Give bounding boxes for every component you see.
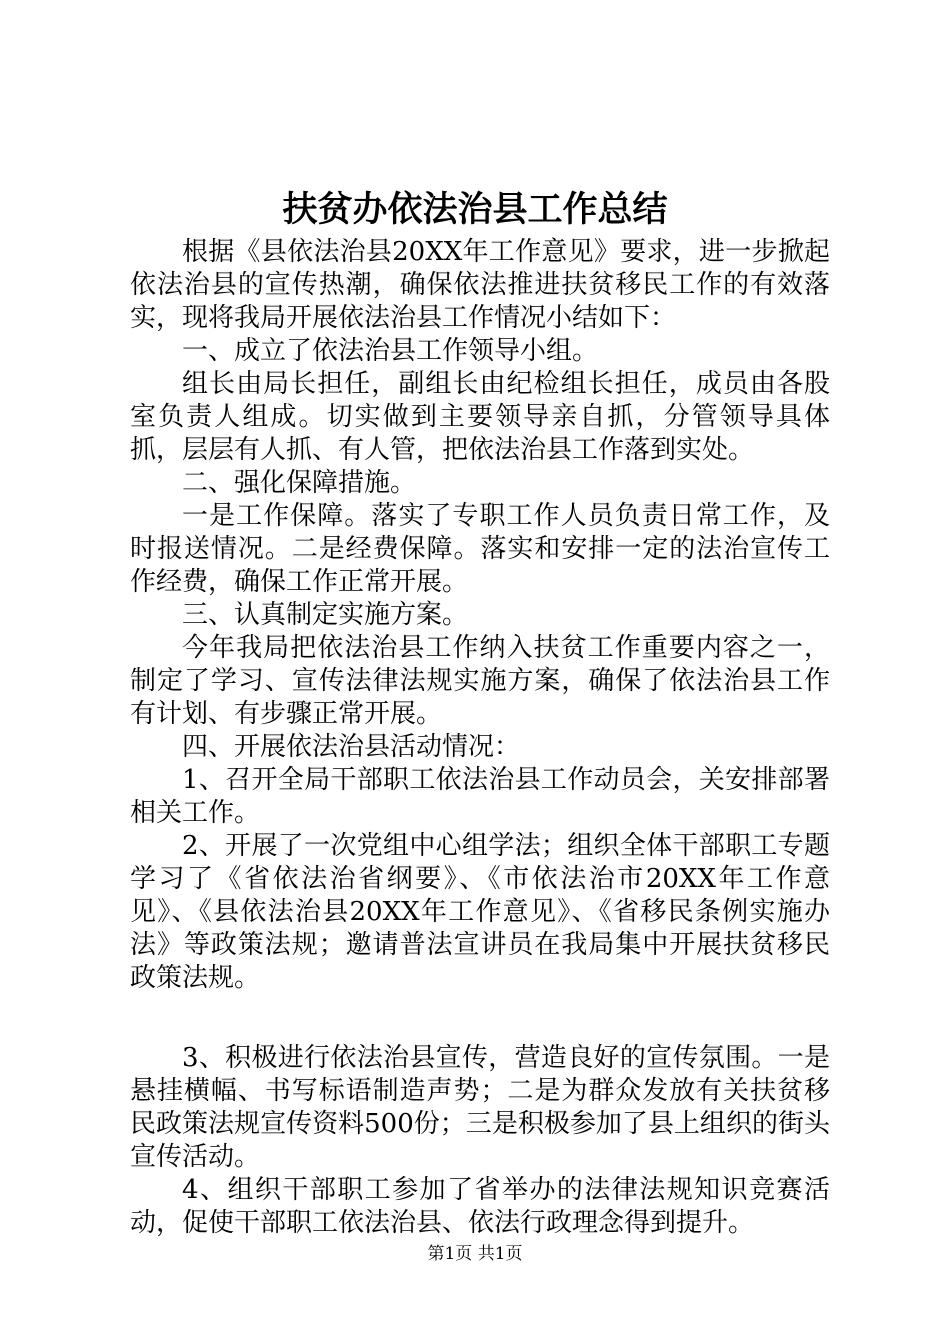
- activity-item-1: 1、召开全局干部职工依法治县工作动员会，关安排部署相关工作。: [130, 765, 830, 828]
- page-number: 第1页: [427, 1244, 473, 1264]
- document-body: [130, 236, 830, 1240]
- page-footer: [0, 1242, 950, 1266]
- activity-item-4: 4、组织干部职工参加了省举办的法律法规知识竞赛活动，促使干部职工依法治县、依法行政理念得到提升。: [130, 1175, 830, 1238]
- document-title: 扶贫办依法治县工作总结: [282, 189, 668, 230]
- section-2-paragraph: 一是工作保障。落实了专职工作人员负责日常工作，及时报送情况。二是经费保障。落实和安排一定的法治宣传工作经费，确保工作正常开展。: [130, 501, 830, 597]
- section-heading-1: 一、成立了依法治县工作领导小组。: [182, 336, 599, 366]
- page-total: 共1页: [477, 1244, 523, 1264]
- activity-item-2: 2、开展了一次党组中心组学法；组织全体干部职工专题学习了《省依法治省纲要》、《市依法治市20XX年工作意见》、《县依法治县20XX年工作意见》、《省移民条例实施办法》等政策法规；邀请普法宣讲员在我局集中开展扶贫移民政策法规。: [130, 831, 830, 993]
- section-heading-4: 四、开展依法治县活动情况：: [182, 732, 521, 762]
- section-3-paragraph: 今年我局把依法治县工作纳入扶贫工作重要内容之一，制定了学习、宣传法律法规实施方案，确保了依法治县工作有计划、有步骤正常开展。: [130, 633, 830, 729]
- intro-paragraph: 根据《县依法治县20XX年工作意见》要求，进一步掀起依法治县的宣传热潮，确保依法推进扶贫移民工作的有效落实，现将我局开展依法治县工作情况小结如下：: [130, 237, 830, 333]
- section-heading-3: 三、认真制定实施方案。: [182, 600, 469, 630]
- activity-item-3: 3、积极进行依法治县宣传，营造良好的宣传氛围。一是悬挂横幅、书写标语制造声势；二是为群众发放有关扶贫移民政策法规宣传资料500份；三是积极参加了县上组织的街头宣传活动。: [130, 1043, 830, 1172]
- section-heading-2: 二、强化保障措施。: [182, 468, 417, 498]
- section-1-paragraph: 组长由局长担任，副组长由纪检组长担任，成员由各股室负责人组成。切实做到主要领导亲自抓，分管领导具体抓，层层有人抓、有人管，把依法治县工作落到实处。: [130, 369, 830, 465]
